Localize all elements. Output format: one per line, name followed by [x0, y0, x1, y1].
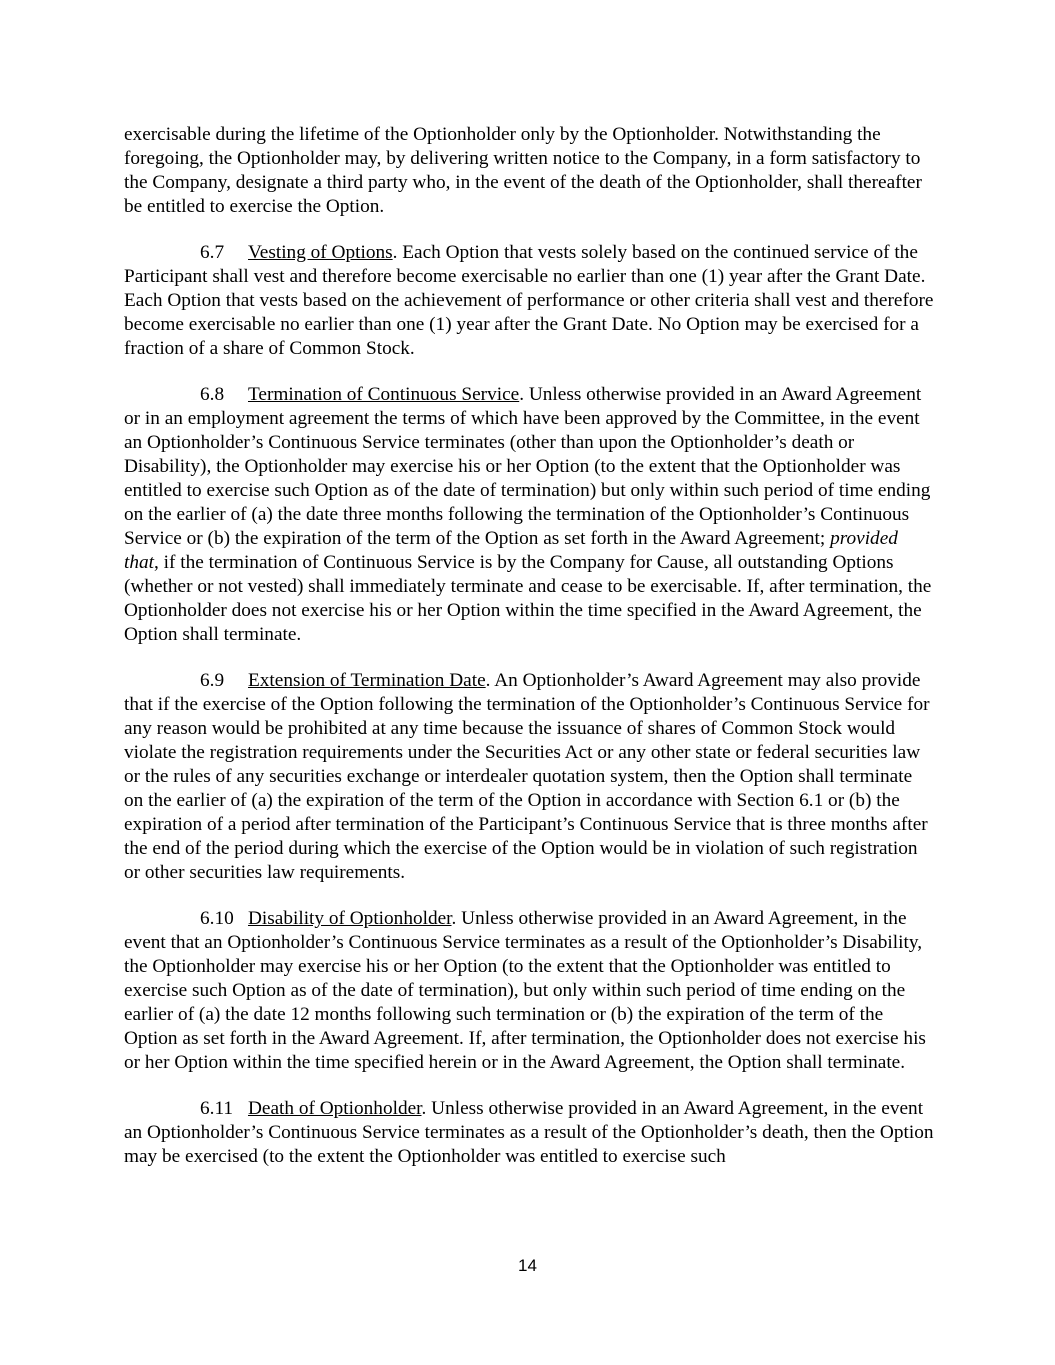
section-6-9: [124, 669, 936, 885]
section-number: 6.9: [200, 670, 225, 691]
section-6-8: [124, 383, 936, 647]
section-number: 6.11: [200, 1098, 234, 1119]
document-page: [124, 123, 936, 1191]
section-6-7: [124, 241, 936, 361]
section-body: . Unless otherwise provided in an Award Agreement, in the event that an Optionholder’s Continuous Service terminates as a result of the Optionholder’s Disability, the Optionholder may exercise his or her Option (to the extent that the Optionholder was entitled to exercise such Option as of the date of termination), but only within such period of time ending on the earlier of (a) the date 12 months following such termination or (b) the expiration of the term of the Option as set forth in the Award Agreement. If, after termination, the Optionholder does not exercise his or her Option within the time specified herein or in the Award Agreement, the Option shall terminate.: [124, 908, 926, 1073]
section-body: . Each Option that vests solely based on the continued service of the Participant shall vest and therefore become exercisable no earlier than one (1) year after the Grant Date. Each Option that vests based on the achievement of performance or other criteria shall vest and therefore become exercisable no earlier than one (1) year after the Grant Date. No Option may be exercised for a fraction of a share of Common Stock.: [124, 242, 934, 359]
section-number: 6.7: [200, 242, 225, 263]
section-6-10: [124, 907, 936, 1075]
section-heading: Extension of Termination Date: [248, 670, 486, 691]
section-heading: Disability of Optionholder: [248, 908, 452, 929]
section-number: 6.8: [200, 384, 225, 405]
intro-text: exercisable during the lifetime of the Optionholder only by the Optionholder. Notwithstanding the foregoing, the Optionholder may, by delivering written notice to the Company, in a form satisfactory to the Company, designate a third party who, in the event of the death of the Optionholder, shall thereafter be entitled to exercise the Option.: [124, 124, 922, 217]
section-number: 6.10: [200, 908, 234, 929]
page-number: 14: [518, 1256, 537, 1275]
section-body-italic: provided that: [124, 528, 898, 573]
section-heading: Termination of Continuous Service: [248, 384, 520, 405]
section-body: . Unless otherwise provided in an Award Agreement or in an employment agreement the terms of which have been approved by the Committee, in the event an Optionholder’s Continuous Service terminates (other than upon the Optionholder’s death or Disability), the Optionholder may exercise his or her Option (to the extent that the Optionholder was entitled to exercise such Option as of the date of termination) but only within such period of time ending on the earlier of (a) the date three months following the termination of the Optionholder’s Continuous Service or (b) the expiration of the term of the Option as set forth in the Award Agreement;: [124, 384, 931, 549]
section-6-11: [124, 1097, 936, 1169]
section-body: . An Optionholder’s Award Agreement may also provide that if the exercise of the Option following the termination of the Optionholder’s Continuous Service for any reason would be prohibited at any time because the issuance of shares of Common Stock would violate the registration requirements under the Securities Act or any other state or federal securities law or the rules of any securities exchange or interdealer quotation system, then the Option shall terminate on the earlier of (a) the expiration of the term of the Option in accordance with Section 6.1 or (b) the expiration of a period after termination of the Participant’s Continuous Service that is three months after the end of the period during which the exercise of the Option would be in violation of such registration or other securities law requirements.: [124, 670, 930, 883]
section-body: . Unless otherwise provided in an Award Agreement, in the event an Optionholder’s Continuous Service terminates as a result of the Optionholder’s death, then the Option may be exercised (to the extent the Optionholder was entitled to exercise such: [124, 1098, 934, 1167]
section-heading: Vesting of Options: [248, 242, 393, 263]
section-body-continued: , if the termination of Continuous Service is by the Company for Cause, all outstanding Options (whether or not vested) shall immediately terminate and cease to be exercisable. If, after termination, the Optionholder does not exercise his or her Option within the time specified in the Award Agreement, the Option shall terminate.: [124, 552, 932, 645]
section-heading: Death of Optionholder: [248, 1098, 422, 1119]
intro-paragraph: [124, 123, 936, 219]
